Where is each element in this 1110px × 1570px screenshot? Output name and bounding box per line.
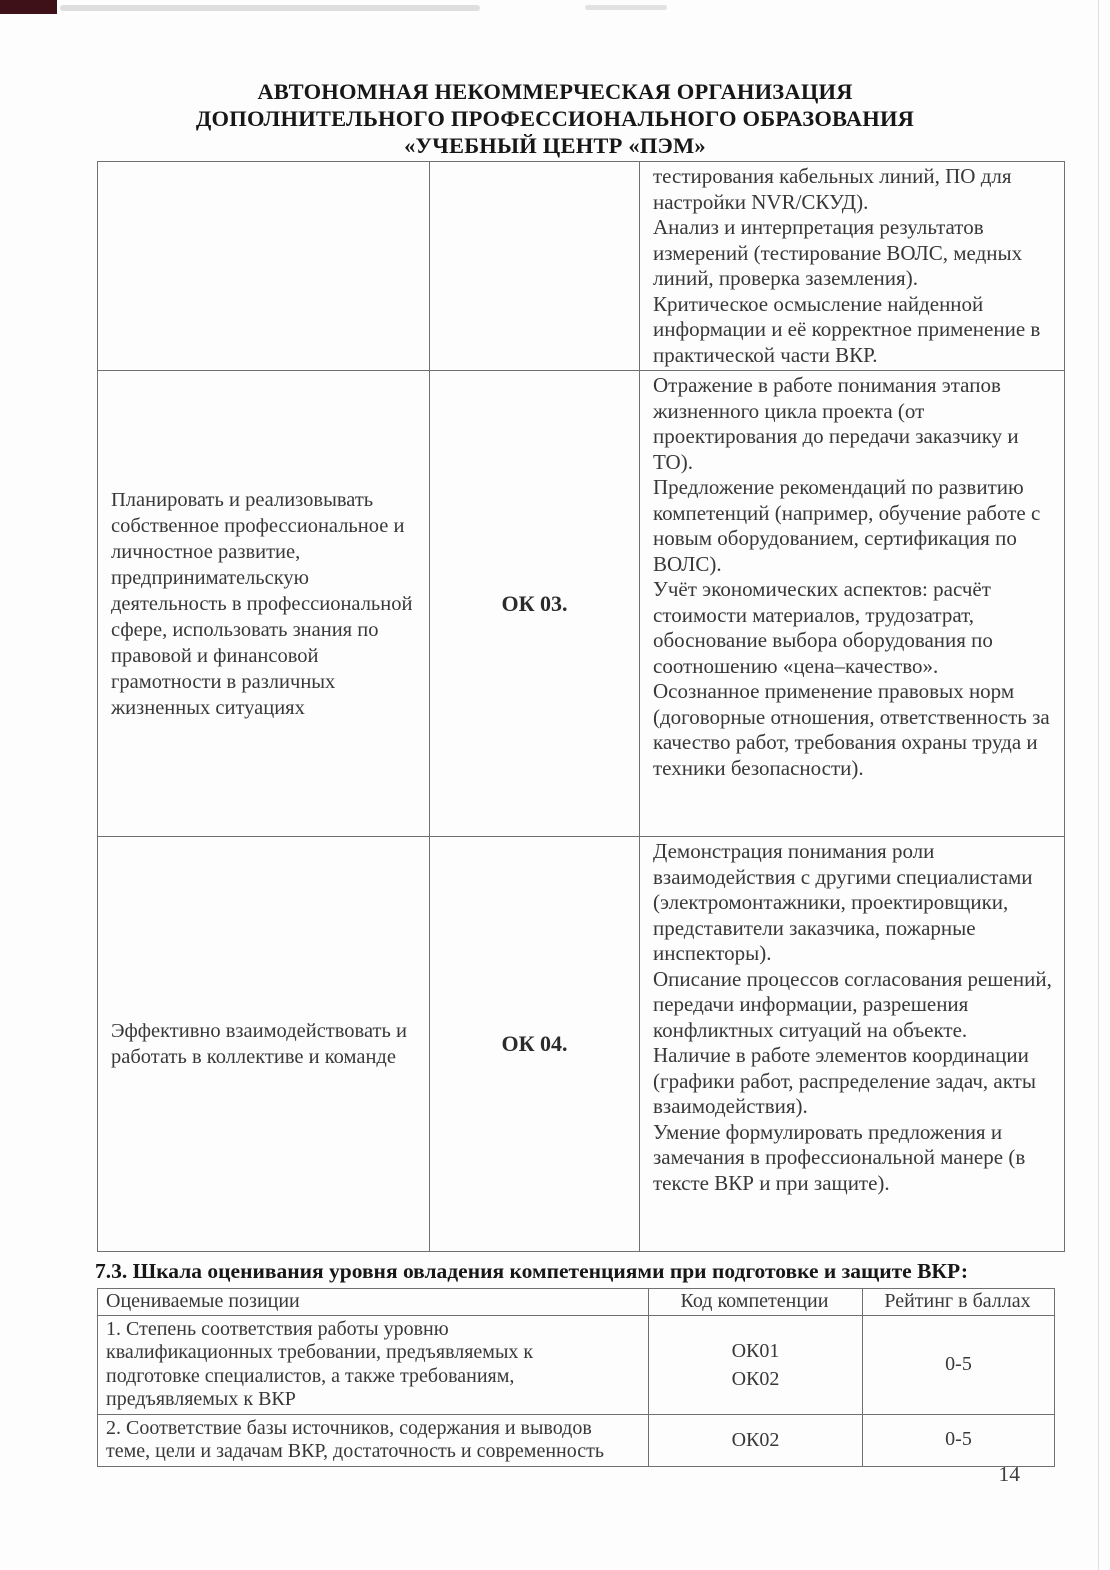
competency-code: ОК02: [731, 1429, 780, 1451]
indicators-cell: [640, 837, 1065, 1252]
column-header-positions: Оцениваемые позиции: [98, 1289, 649, 1316]
position-cell: 1. Степень соответствия работы уровню квалификационных требовании, предъявляемых к подготовке специалистов, а также требованиям, предъявляемых к ВКР: [98, 1315, 649, 1414]
indicator-paragraph: Отражение в работе понимания этапов жизненного цикла проекта (от проектирования до передачи заказчику и ТО).: [653, 373, 1019, 474]
indicator-paragraph: Осознанное применение правовых норм (договорные отношения, ответственность за качество работ, требования охраны труда и техники безопасности).: [653, 679, 1050, 780]
competency-code-cell: [430, 162, 640, 371]
competency-cell: Эффективно взаимодействовать и работать в коллективе и команде: [98, 837, 430, 1252]
indicator-paragraph: Наличие в работе элементов координации (графики работ, распределение задач, акты взаимодействия).: [653, 1043, 1036, 1118]
rating-table-header-row: [98, 1289, 1055, 1316]
codes-cell: [649, 1315, 863, 1414]
org-header-line2: ДОПОЛНИТЕЛЬНОГО ПРОФЕССИОНАЛЬНОГО ОБРАЗОВАНИЯ: [195, 106, 915, 131]
competency-code-cell: ОК 03.: [430, 371, 640, 837]
scan-streak: [585, 5, 667, 10]
indicator-paragraph: Критическое осмысление найденной информации и её корректное применение в практической части ВКР.: [653, 291, 1041, 367]
indicator-paragraph: Описание процессов согласования решений, передачи информации, разрешения конфликтных ситуаций на объекте.: [653, 966, 1052, 1042]
competency-table-row: [98, 371, 1065, 837]
rating-table: [97, 1288, 1055, 1467]
rating-cell: 0-5: [863, 1315, 1055, 1414]
indicator-paragraph: Демонстрация понимания роли взаимодействия с другими специалистами (электромонтажники, проектировщики, представители заказчика, пожарные инспекторы).: [653, 839, 1033, 965]
competency-code: ОК01: [731, 1339, 780, 1362]
org-header: [95, 78, 1015, 159]
indicators-cell: [640, 371, 1065, 837]
competency-code: ОК02: [731, 1367, 780, 1390]
section-title: 7.3. Шкала оценивания уровня овладения компетенциями при подготовке и защите ВКР:: [95, 1259, 969, 1283]
codes-cell: [649, 1414, 863, 1466]
page-number: 14: [998, 1462, 1020, 1486]
competency-cell: [98, 162, 430, 371]
indicator-paragraph: тестирования кабельных линий, ПО для настройки NVR/СКУД).: [653, 164, 1012, 214]
column-header-rating: Рейтинг в баллах: [863, 1289, 1055, 1316]
scan-edge-line: [1098, 0, 1099, 1570]
competency-table-row: [98, 837, 1065, 1252]
rating-table-row: [98, 1414, 1055, 1466]
indicator-paragraph: Умение формулировать предложения и замечания в профессиональной манере (в тексте ВКР и при защите).: [653, 1119, 1026, 1195]
scan-corner-mark: [0, 0, 57, 14]
rating-table-row: [98, 1315, 1055, 1414]
position-cell: 2. Соответствие базы источников, содержания и выводов теме, цели и задачам ВКР, достаточность и современность: [98, 1414, 649, 1466]
indicator-paragraph: Учёт экономических аспектов: расчёт стоимости материалов, трудозатрат, обоснование выбора оборудования по соотношению «цена–качество».: [653, 577, 993, 678]
org-header-line1: АВТОНОМНАЯ НЕКОММЕРЧЕСКАЯ ОРГАНИЗАЦИЯ: [257, 79, 853, 104]
indicator-paragraph: Анализ и интерпретация результатов измерений (тестирование ВОЛС, медных линий, проверка заземления).: [653, 215, 1023, 290]
rating-cell: 0-5: [863, 1414, 1055, 1466]
indicators-cell: [640, 162, 1065, 371]
scan-streak: [60, 5, 480, 11]
column-header-code: Код компетенции: [649, 1289, 863, 1316]
org-header-line3: «УЧЕБНЫЙ ЦЕНТР «ПЭМ»: [404, 133, 706, 158]
competency-cell: Планировать и реализовывать собственное профессиональное и личностное развитие, предпринимательскую деятельность в профессиональной сфере, использовать знания по правовой и финансовой грамотности в различных жизненных ситуациях: [98, 371, 430, 837]
competency-table: [97, 161, 1065, 1252]
competency-code-cell: ОК 04.: [430, 837, 640, 1252]
indicator-paragraph: Предложение рекомендаций по развитию компетенций (например, обучение работе с новым оборудованием, сертификация по ВОЛС).: [653, 475, 1041, 576]
competency-table-row: [98, 162, 1065, 371]
